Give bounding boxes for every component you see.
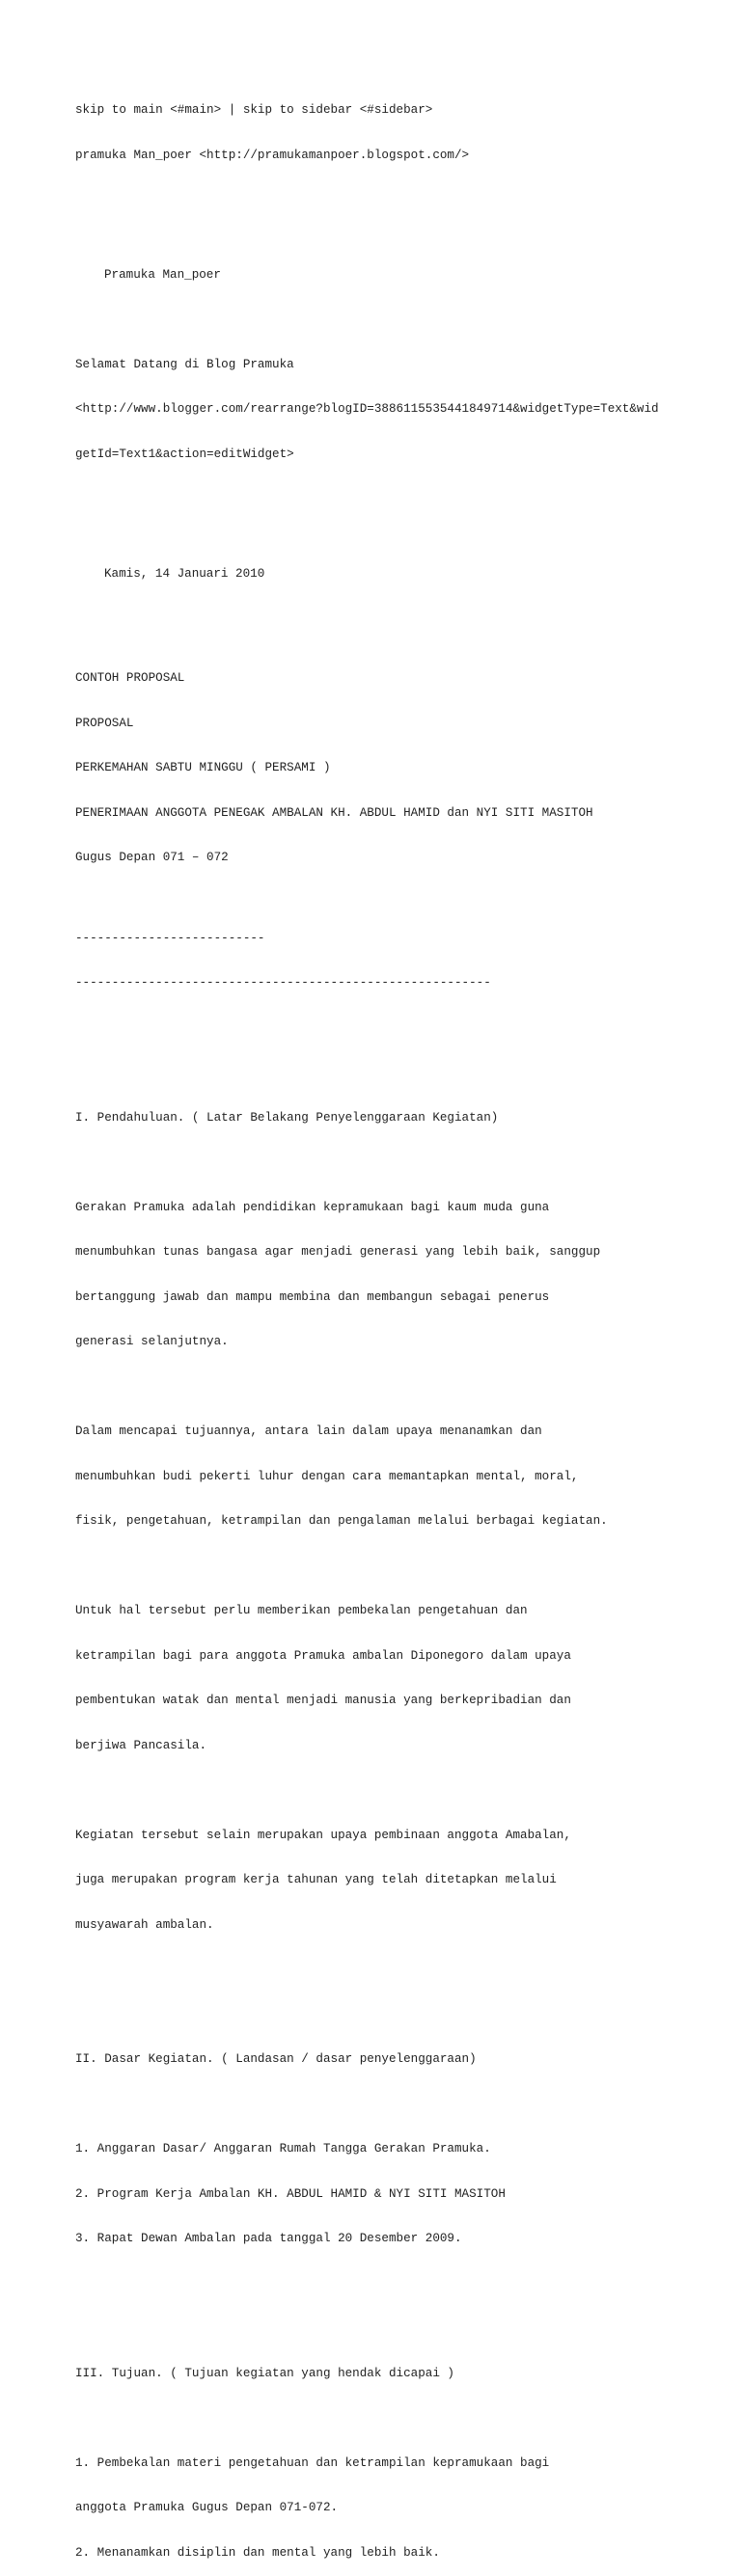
paragraph-line: pembentukan watak dan mental menjadi manusia yang berkepribadian dan — [75, 1694, 571, 1707]
paragraph-line: musyawarah ambalan. — [75, 1917, 214, 1932]
paragraph-line: menumbuhkan budi pekerti luhur dengan cara memantapkan mental, moral, — [75, 1469, 579, 1483]
spacer — [75, 1783, 731, 1799]
edit-widget-link[interactable]: <http://www.blogger.com/rearrange?blogID=3886115535441849714&widgetType=Text&wid — [75, 402, 659, 416]
paragraph-line: generasi selanjutnya. — [75, 1335, 229, 1348]
spacer — [75, 611, 731, 627]
spacer — [75, 312, 731, 328]
paragraph-line: juga merupakan program kerja tahunan yang telah ditetapkan melalui — [75, 1873, 557, 1886]
spacer — [75, 2098, 731, 2113]
paragraph-line: Dalam mencapai tujuannya, antara lain dalam upaya menanamkan dan — [75, 1424, 542, 1438]
section-title: II. Dasar Kegiatan. ( Landasan / dasar penyelenggaraan) — [75, 2052, 477, 2066]
post-heading-line: PENERIMAAN ANGGOTA PENEGAK AMBALAN KH. ABDUL HAMID dan NYI SITI MASITOH — [75, 805, 593, 820]
spacer — [75, 1155, 731, 1171]
spacer — [75, 2411, 731, 2427]
document-page — [75, 73, 731, 2576]
blog-title: Pramuka Man_poer — [104, 267, 221, 282]
paragraph-line: Kegiatan tersebut selain merupakan upaya pembinaan anggota Amabalan, — [75, 1828, 571, 1842]
paragraph-line: ketrampilan bagi para anggota Pramuka ambalan Diponegoro dalam upaya — [75, 1648, 571, 1663]
post-heading-line: Gugus Depan 071 – 072 — [75, 851, 229, 864]
list-item: 2. Program Kerja Ambalan KH. ABDUL HAMID & NYI SITI MASITOH — [75, 2186, 506, 2201]
divider-short: -------------------------- — [75, 931, 265, 945]
spacer — [75, 193, 731, 238]
spacer — [75, 1021, 731, 1067]
paragraph-line: menumbuhkan tunas bangasa agar menjadi generasi yang lebih baik, sanggup — [75, 1245, 601, 1259]
paragraph-line: Gerakan Pramuka adalah pendidikan kepramukaan bagi kaum muda guna — [75, 1200, 550, 1214]
post-heading-line: PERKEMAHAN SABTU MINGGU ( PERSAMI ) — [75, 761, 331, 774]
spacer — [75, 1559, 731, 1575]
paragraph-line: bertanggung jawab dan mampu membina dan membangun sebagai penerus — [75, 1289, 550, 1304]
section-title: I. Pendahuluan. ( Latar Belakang Penyelenggaraan Kegiatan) — [75, 1110, 499, 1125]
skip-links[interactable]: skip to main <#main> | skip to sidebar <#sidebar> — [75, 103, 433, 117]
spacer — [75, 492, 731, 537]
post-date: Kamis, 14 Januari 2010 — [104, 566, 265, 581]
divider-long: --------------------------------------------------------- — [75, 976, 491, 990]
paragraph-line: berjiwa Pancasila. — [75, 1738, 207, 1752]
welcome-text: Selamat Datang di Blog Pramuka — [75, 357, 294, 371]
section-title: III. Tujuan. ( Tujuan kegiatan yang hendak dicapai ) — [75, 2366, 454, 2380]
paragraph-line: Untuk hal tersebut perlu memberikan pembekalan pengetahuan dan — [75, 1604, 528, 1617]
edit-widget-link-cont[interactable]: getId=Text1&action=editWidget> — [75, 447, 294, 461]
list-item: 2. Menanamkan disiplin dan mental yang lebih baik. — [75, 2545, 440, 2560]
list-item: 1. Pembekalan materi pengetahuan dan ketrampilan kepramukaan bagi — [75, 2455, 550, 2470]
post-heading-line: CONTOH PROPOSAL — [75, 671, 185, 685]
post-heading-line: PROPOSAL — [75, 716, 134, 730]
spacer — [75, 2277, 731, 2322]
blog-link[interactable]: pramuka Man_poer <http://pramukamanpoer.blogspot.com/> — [75, 148, 470, 162]
spacer — [75, 1963, 731, 2008]
paragraph-line: fisik, pengetahuan, ketrampilan dan pengalaman melalui berbagai kegiatan. — [75, 1514, 608, 1528]
spacer — [75, 1380, 731, 1396]
list-item: anggota Pramuka Gugus Depan 071-072. — [75, 2501, 339, 2514]
spacer — [75, 896, 731, 902]
list-item: 1. Anggaran Dasar/ Anggaran Rumah Tangga Gerakan Pramuka. — [75, 2142, 491, 2156]
list-item: 3. Rapat Dewan Ambalan pada tanggal 20 Desember 2009. — [75, 2232, 462, 2245]
